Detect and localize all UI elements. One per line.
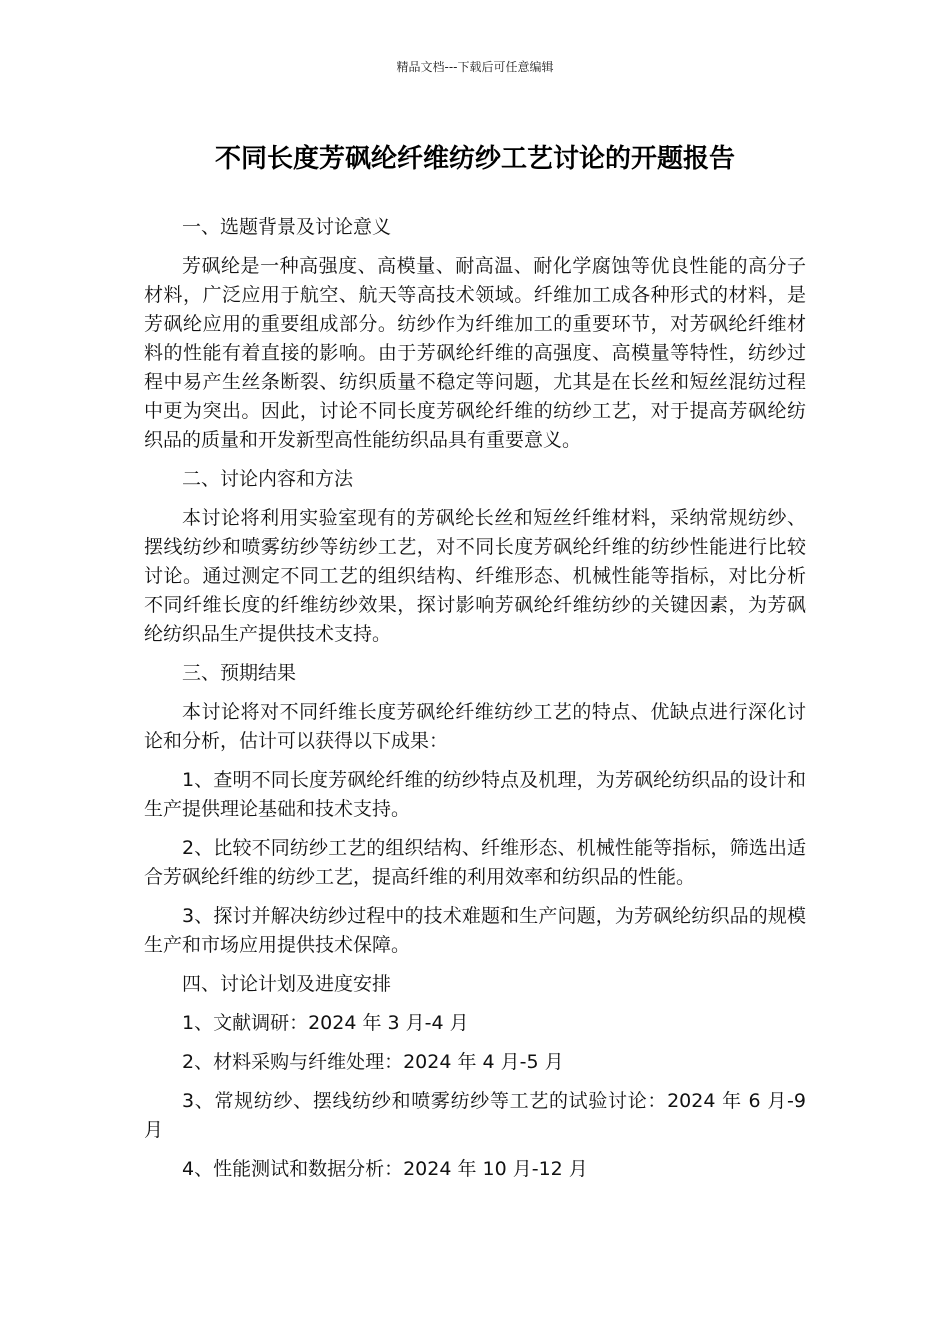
- section-3-item-3: 3、探讨并解决纺纱过程中的技术难题和生产问题，为芳砜纶纺织品的规模生产和市场应用提供技术保障。: [144, 905, 806, 956]
- section-2-heading: 二、讨论内容和方法: [182, 468, 354, 490]
- section-3-paragraph: 本讨论将对不同纤维长度芳砜纶纤维纺纱工艺的特点、优缺点进行深化讨论和分析，估计可以获得以下成果：: [144, 701, 806, 752]
- document-title: 不同长度芳砜纶纤维纺纱工艺讨论的开题报告: [214, 144, 735, 174]
- section-2-paragraph: 本讨论将利用实验室现有的芳砜纶长丝和短丝纤维材料，采纳常规纺纱、摆线纺纱和喷雾纺纱等纺纱工艺，对不同长度芳砜纶纤维的纺纱性能进行比较讨论。通过测定不同工艺的组织结构、纤维形态、机械性能等指标，对比分析不同纤维长度的纤维纺纱效果，探讨影响芳砜纶纤维纺纱的关键因素，为芳砜纶纺织品生产提供技术支持。: [144, 507, 806, 645]
- section-4-item-4: 4、性能测试和数据分析：2024 年 10 月-12 月: [182, 1158, 588, 1180]
- section-4-item-1: 1、文献调研：2024 年 3 月-4 月: [182, 1012, 469, 1034]
- document-body: [144, 213, 806, 1194]
- section-3-item-2: 2、比较不同纺纱工艺的组织结构、纤维形态、机械性能等指标，筛选出适合芳砜纶纤维的纺纱工艺，提高纤维的利用效率和纺织品的性能。: [144, 837, 806, 888]
- section-1-heading: 一、选题背景及讨论意义: [182, 216, 392, 238]
- header-note: 精品文档---下载后可任意编辑: [396, 60, 554, 74]
- section-4-item-3: 3、常规纺纱、摆线纺纱和喷雾纺纱等工艺的试验讨论：2024 年 6 月-9 月: [144, 1090, 806, 1141]
- section-3-item-1: 1、查明不同长度芳砜纶纤维的纺纱特点及机理，为芳砜纶纺织品的设计和生产提供理论基础和技术支持。: [144, 769, 806, 820]
- section-4-heading: 四、讨论计划及进度安排: [182, 973, 392, 995]
- section-1-paragraph: 芳砜纶是一种高强度、高模量、耐高温、耐化学腐蚀等优良性能的高分子材料，广泛应用于航空、航天等高技术领域。纤维加工成各种形式的材料，是芳砜纶应用的重要组成部分。纺纱作为纤维加工的重要环节，对芳砜纶纤维材料的性能有着直接的影响。由于芳砜纶纤维的高强度、高模量等特性，纺纱过程中易产生丝条断裂、纺织质量不稳定等问题，尤其是在长丝和短丝混纺过程中更为突出。因此，讨论不同长度芳砜纶纤维的纺纱工艺，对于提高芳砜纶纺织品的质量和开发新型高性能纺织品具有重要意义。: [144, 255, 806, 451]
- section-3-heading: 三、预期结果: [182, 662, 297, 684]
- section-4-item-2: 2、材料采购与纤维处理：2024 年 4 月-5 月: [182, 1051, 564, 1073]
